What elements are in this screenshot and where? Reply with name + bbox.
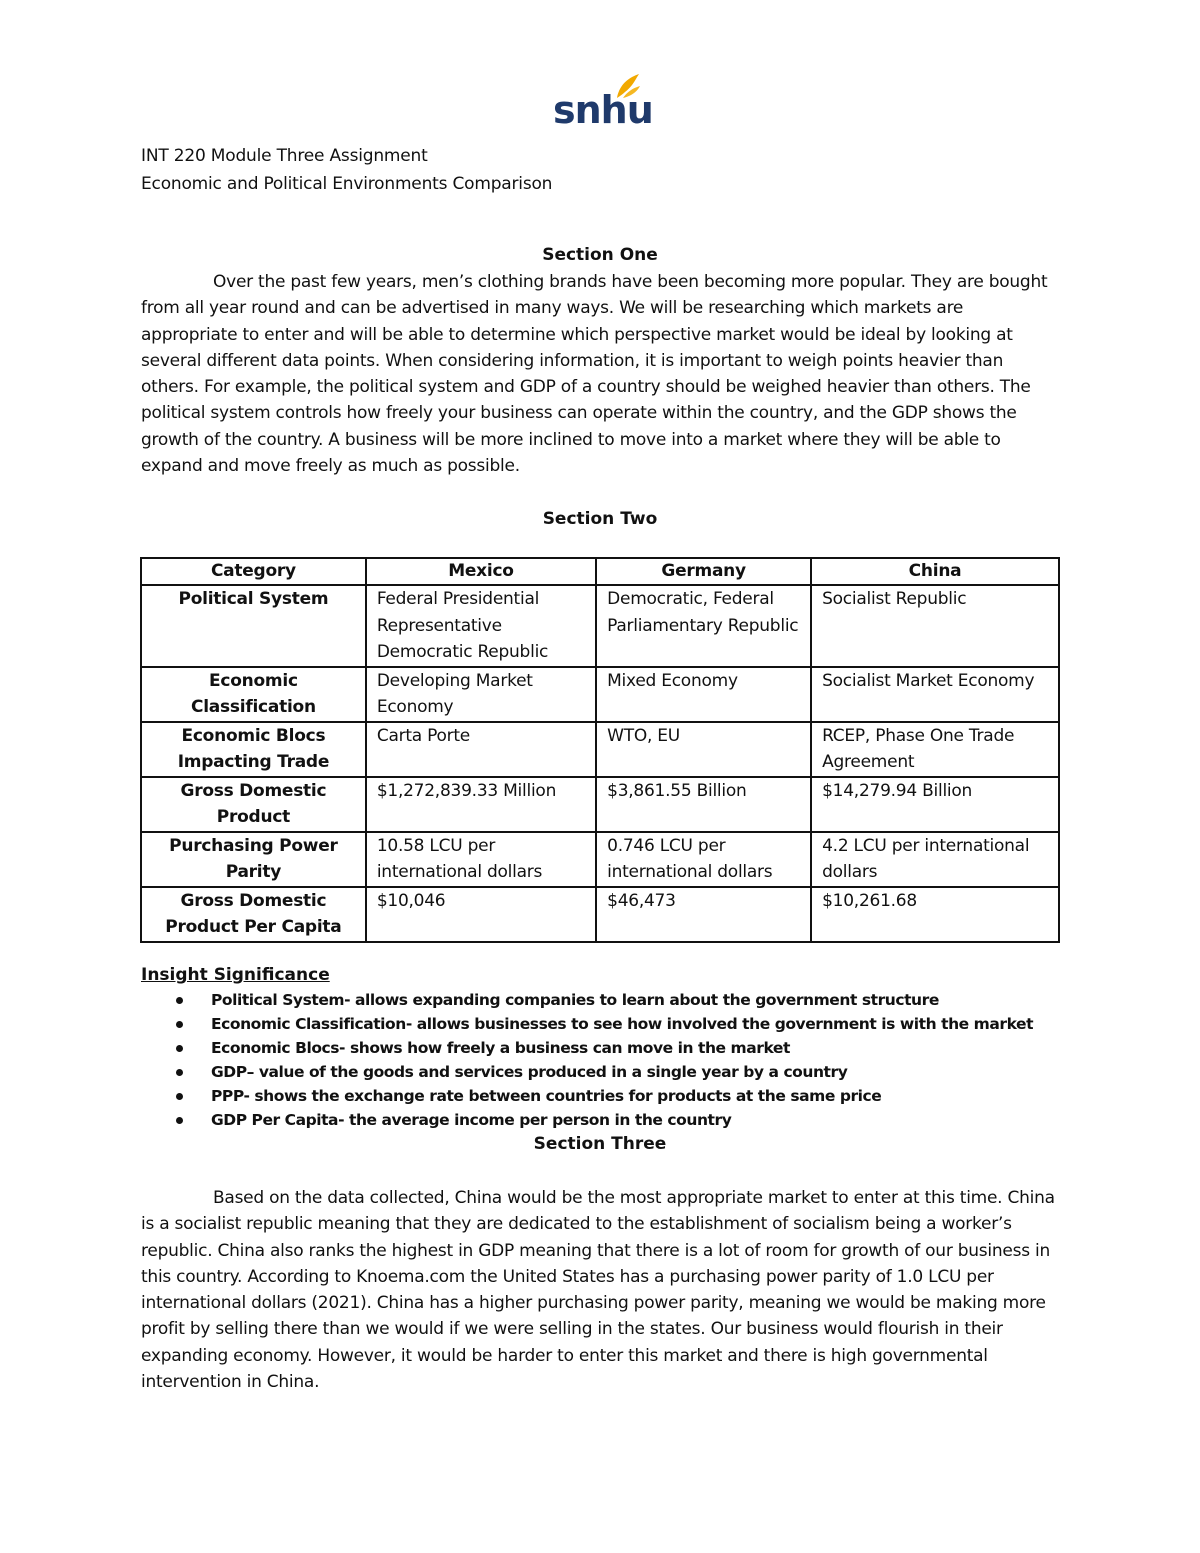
- list-item-text: Economic Blocs- shows how freely a business can move in the market: [211, 1039, 790, 1057]
- table-cell: Mixed Economy: [596, 667, 811, 722]
- table-cell: Socialist Republic: [811, 585, 1059, 667]
- table-header-cell: Germany: [596, 558, 811, 585]
- table-cell: 0.746 LCU per international dollars: [596, 832, 811, 887]
- course-line: INT 220 Module Three Assignment: [141, 146, 428, 166]
- table-cell: RCEP, Phase One Trade Agreement: [811, 722, 1059, 777]
- list-item: [141, 1060, 1101, 1084]
- table-cell: $10,261.68: [811, 887, 1059, 942]
- list-item-text: GDP Per Capita- the average income per person in the country: [211, 1111, 732, 1129]
- table-header-row: [141, 558, 1059, 585]
- bullet-icon: [176, 1045, 183, 1052]
- table-cell: Socialist Market Economy: [811, 667, 1059, 722]
- list-item: [141, 1036, 1101, 1060]
- table-cell: 10.58 LCU per international dollars: [366, 832, 596, 887]
- assignment-title: Economic and Political Environments Comparison: [141, 174, 553, 194]
- snhu-logo: [553, 72, 653, 134]
- table-row: [141, 777, 1059, 832]
- table-cell: Democratic, Federal Parliamentary Republic: [596, 585, 811, 667]
- list-item-text: Economic Classification- allows businesses to see how involved the government is with the market: [211, 1015, 1034, 1033]
- table-cell: $1,272,839.33 Million: [366, 777, 596, 832]
- section-three-title: Section Three: [533, 1134, 667, 1154]
- bullet-icon: [176, 1021, 183, 1028]
- list-item-text: PPP- shows the exchange rate between countries for products at the same price: [211, 1087, 882, 1105]
- table-row: [141, 667, 1059, 722]
- table-header-cell: Mexico: [366, 558, 596, 585]
- list-item: [141, 1012, 1101, 1036]
- table-row: [141, 585, 1059, 667]
- list-item: [141, 1108, 1101, 1132]
- list-item: [141, 1084, 1101, 1108]
- bullet-icon: [176, 1117, 183, 1124]
- section-one-paragraph: Over the past few years, men’s clothing brands have been becoming more popular. They are bought from all year round and can be advertised in many ways. We will be researching which markets are appropriate to enter and will be able to determine which perspective market would be ideal by looking at several different data points. When considering information, it is important to weigh points heavier than others. For example, the political system and GDP of a country should be weighed heavier than others. The political system controls how freely your business can operate within the country, and the GDP shows the growth of the country. A business will be more inclined to move into a market where they will be able to expand and move freely as much as possible.: [141, 272, 1048, 477]
- table-cell: $14,279.94 Billion: [811, 777, 1059, 832]
- table-header-cell: Category: [141, 558, 366, 585]
- section-one-title: Section One: [542, 245, 658, 265]
- comparison-table: [140, 557, 1060, 943]
- row-category: Economic Classification: [141, 667, 366, 722]
- table-row: [141, 887, 1059, 942]
- list-item-text: GDP– value of the goods and services produced in a single year by a country: [211, 1063, 848, 1081]
- table-row: [141, 832, 1059, 887]
- section-two-title: Section Two: [542, 509, 658, 529]
- insight-title: Insight Significance: [141, 965, 330, 985]
- logo-wordmark: snhu: [553, 88, 653, 132]
- list-item-text: Political System- allows expanding companies to learn about the government structure: [211, 991, 939, 1009]
- row-category: Gross Domestic Product Per Capita: [141, 887, 366, 942]
- table-header-cell: China: [811, 558, 1059, 585]
- table-cell: Carta Porte: [366, 722, 596, 777]
- table-cell: Developing Market Economy: [366, 667, 596, 722]
- bullet-icon: [176, 997, 183, 1004]
- table-row: [141, 722, 1059, 777]
- table-cell: $3,861.55 Billion: [596, 777, 811, 832]
- bullet-icon: [176, 1069, 183, 1076]
- bullet-icon: [176, 1093, 183, 1100]
- table-cell: Federal Presidential Representative Democratic Republic: [366, 585, 596, 667]
- row-category: Gross Domestic Product: [141, 777, 366, 832]
- table-cell: 4.2 LCU per international dollars: [811, 832, 1059, 887]
- insight-list: [141, 988, 1101, 1132]
- row-category: Political System: [141, 585, 366, 667]
- section-three-paragraph: Based on the data collected, China would be the most appropriate market to enter at this time. China is a socialist republic meaning that they are dedicated to the establishment of socialism being a worker’s republic. China also ranks the highest in GDP meaning that there is a lot of room for growth of our business in this country. According to Knoema.com the United States has a purchasing power parity of 1.0 LCU per international dollars (2021). China has a higher purchasing power parity, meaning we would be making more profit by selling there than we would if we were selling in the states. Our business would flourish in their expanding economy. However, it would be harder to enter this market and there is high governmental intervention in China.: [141, 1188, 1055, 1393]
- table-cell: WTO, EU: [596, 722, 811, 777]
- row-category: Economic Blocs Impacting Trade: [141, 722, 366, 777]
- list-item: [141, 988, 1101, 1012]
- row-category: Purchasing Power Parity: [141, 832, 366, 887]
- table-cell: $46,473: [596, 887, 811, 942]
- table-cell: $10,046: [366, 887, 596, 942]
